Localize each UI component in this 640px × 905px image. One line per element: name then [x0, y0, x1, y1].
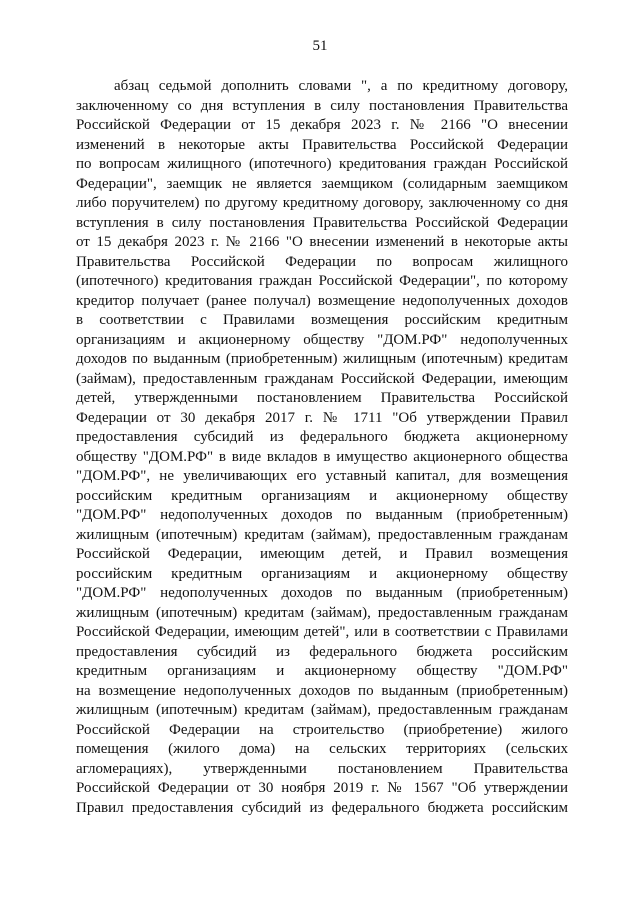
paragraph [76, 77, 568, 818]
text-line: изменений в некоторые акты Правительства Российской Федерации [76, 136, 568, 153]
text-line: (ипотечного) кредитования граждан Российской Федерации", по которому [76, 273, 568, 289]
text-line: абзац седьмой дополнить словами ", а по кредитному договору, [114, 78, 568, 94]
text-line: жилищным (ипотечным) кредитам (займам), предоставленным гражданам [76, 526, 568, 543]
text-line: помещения (жилого дома) на сельских территориях (сельских [76, 741, 568, 757]
text-line: Российской Федерации на строительство (приобретение) жилого [76, 721, 568, 738]
text-line: Правительства Российской Федерации по вопросам жилищного [76, 253, 568, 270]
text-line: вступления в силу постановления Правительства Российской Федерации [76, 214, 568, 231]
text-line: обществу "ДОМ.РФ" в виде вкладов в имущество акционерного общества [76, 448, 568, 465]
text-line: предоставления субсидий из федерального бюджета акционерному [76, 429, 568, 445]
text-line: предоставления субсидий из федерального бюджета российским [76, 643, 568, 660]
text-line: кредитным организациям и акционерному обществу "ДОМ.РФ" [76, 663, 568, 679]
text-line: на возмещение недополученных доходов по выданным (приобретенным) [76, 682, 568, 699]
text-line: Российской Федерации от 30 ноября 2019 г. № 1567 "Об утверждении [76, 780, 568, 796]
text-line: "ДОМ.РФ", не увеличивающих его уставный капитал, для возмещения [76, 468, 568, 484]
text-line: доходов по выданным (приобретенным) жилищным (ипотечным) кредитам [76, 351, 568, 367]
text-line: "ДОМ.РФ" недополученных доходов по выданным (приобретенным) [76, 585, 568, 601]
text-line: от 15 декабря 2023 г. № 2166 "О внесении изменений в некоторые акты [76, 234, 568, 250]
text-line: по вопросам жилищного (ипотечного) кредитования граждан Российской [76, 156, 568, 172]
text-line: организациям и акционерному обществу "ДОМ.РФ" недополученных [76, 331, 568, 348]
text-line: Федерации", заемщик не является заемщиком (солидарным заемщиком [76, 175, 568, 192]
text-line: заключенному со дня вступления в силу постановления Правительства [76, 97, 568, 114]
text-line: жилищным (ипотечным) кредитам (займам), предоставленным гражданам [76, 702, 568, 718]
text-line: "ДОМ.РФ" недополученных доходов по выданным (приобретенным) [76, 507, 568, 523]
text-line: детей, утвержденными постановлением Правительства Российской [76, 390, 568, 406]
text-line: жилищным (ипотечным) кредитам (займам), предоставленным гражданам [76, 604, 568, 621]
text-line: Российской Федерации от 15 декабря 2023 г. № 2166 "О внесении [76, 117, 568, 133]
text-line: Российской Федерации, имеющим детей, и Правил возмещения [76, 546, 568, 562]
text-line: российским кредитным организациям и акционерному обществу [76, 487, 568, 504]
page-number: 51 [312, 38, 328, 54]
text-line: (займам), предоставленным гражданам Российской Федерации, имеющим [76, 370, 568, 387]
text-line: в соответствии с Правилами возмещения российским кредитным [76, 312, 568, 328]
text-line: Российской Федерации, имеющим детей", или в соответствии с Правилами [76, 624, 568, 640]
text-line: либо поручителем) по другому кредитному договору, заключенному со дня [76, 195, 568, 211]
text-line: российским кредитным организациям и акционерному обществу [76, 565, 568, 582]
text-line: кредитор получает (ранее получал) возмещение недополученных доходов [76, 292, 568, 309]
text-line: агломерациях), утвержденными постановлением Правительства [76, 760, 568, 777]
text-line: Правил предоставления субсидий из федерального бюджета российским [76, 799, 568, 816]
text-line: Федерации от 30 декабря 2017 г. № 1711 "Об утверждении Правил [76, 409, 568, 426]
